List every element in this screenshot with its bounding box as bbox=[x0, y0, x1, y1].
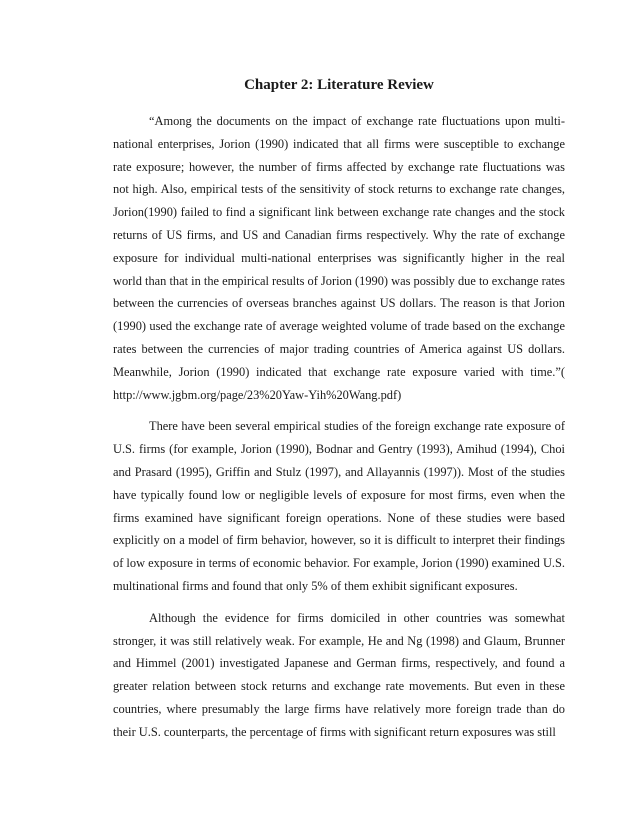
paragraph-2: There have been several empirical studies of the foreign exchange rate exposure of U.S. firms (for example, Jorion (1990), Bodnar and Gentry (1993), Amihud (1994), Choi and Prasard (1995), Griffin and Stulz (1997), and Allayannis (1997)). Most of the studies have typically found low or negligible levels of exposure for most firms, even when the firms examined have significant foreign operations. None of these studies were based explicitly on a model of firm behavior, however, so it is difficult to interpret their findings of low exposure in terms of economic behavior. For example, Jorion (1990) examined U.S. multinational firms and found that only 5% of them exhibit significant exposures. bbox=[113, 419, 565, 593]
chapter-title: Chapter 2: Literature Review bbox=[244, 77, 434, 93]
page-content bbox=[113, 74, 565, 753]
paragraph-3: Although the evidence for firms domiciled in other countries was somewhat stronger, it was still relatively weak. For example, He and Ng (1998) and Glaum, Brunner and Himmel (2001) investigated Japanese and German firms, respectively, and found a greater relation between stock returns and exchange rate movements. But even in these countries, where presumably the large firms have relatively more foreign trade than do their U.S. counterparts, the percentage of firms with significant return exposures was still bbox=[113, 610, 565, 739]
paragraph-1: “Among the documents on the impact of exchange rate fluctuations upon multi-national enterprises, Jorion (1990) indicated that all firms were susceptible to exchange rate exposure; however, the number of firms affected by exchange rate fluctuations was not high. Also, empirical tests of the sensitivity of stock returns to exchange rate changes, Jorion(1990) failed to find a significant link between exchange rate changes and the stock returns of US firms, and US and Canadian firms respectively. Why the rate of exchange exposure for individual multi-national enterprises was significantly higher in the real world than that in the empirical results of Jorion (1990) was possibly due to exchange rates between the currencies of overseas branches against US dollars. The reason is that Jorion (1990) used the exchange rate of average weighted volume of trade based on the exchange rates between the currencies of major trading countries of America against US dollars. Meanwhile, Jorion (1990) indicated that exchange rate exposure varied with time.”( http://www.jgbm.org/page/23%20Yaw-Yih%20Wang.pdf) bbox=[113, 114, 565, 402]
